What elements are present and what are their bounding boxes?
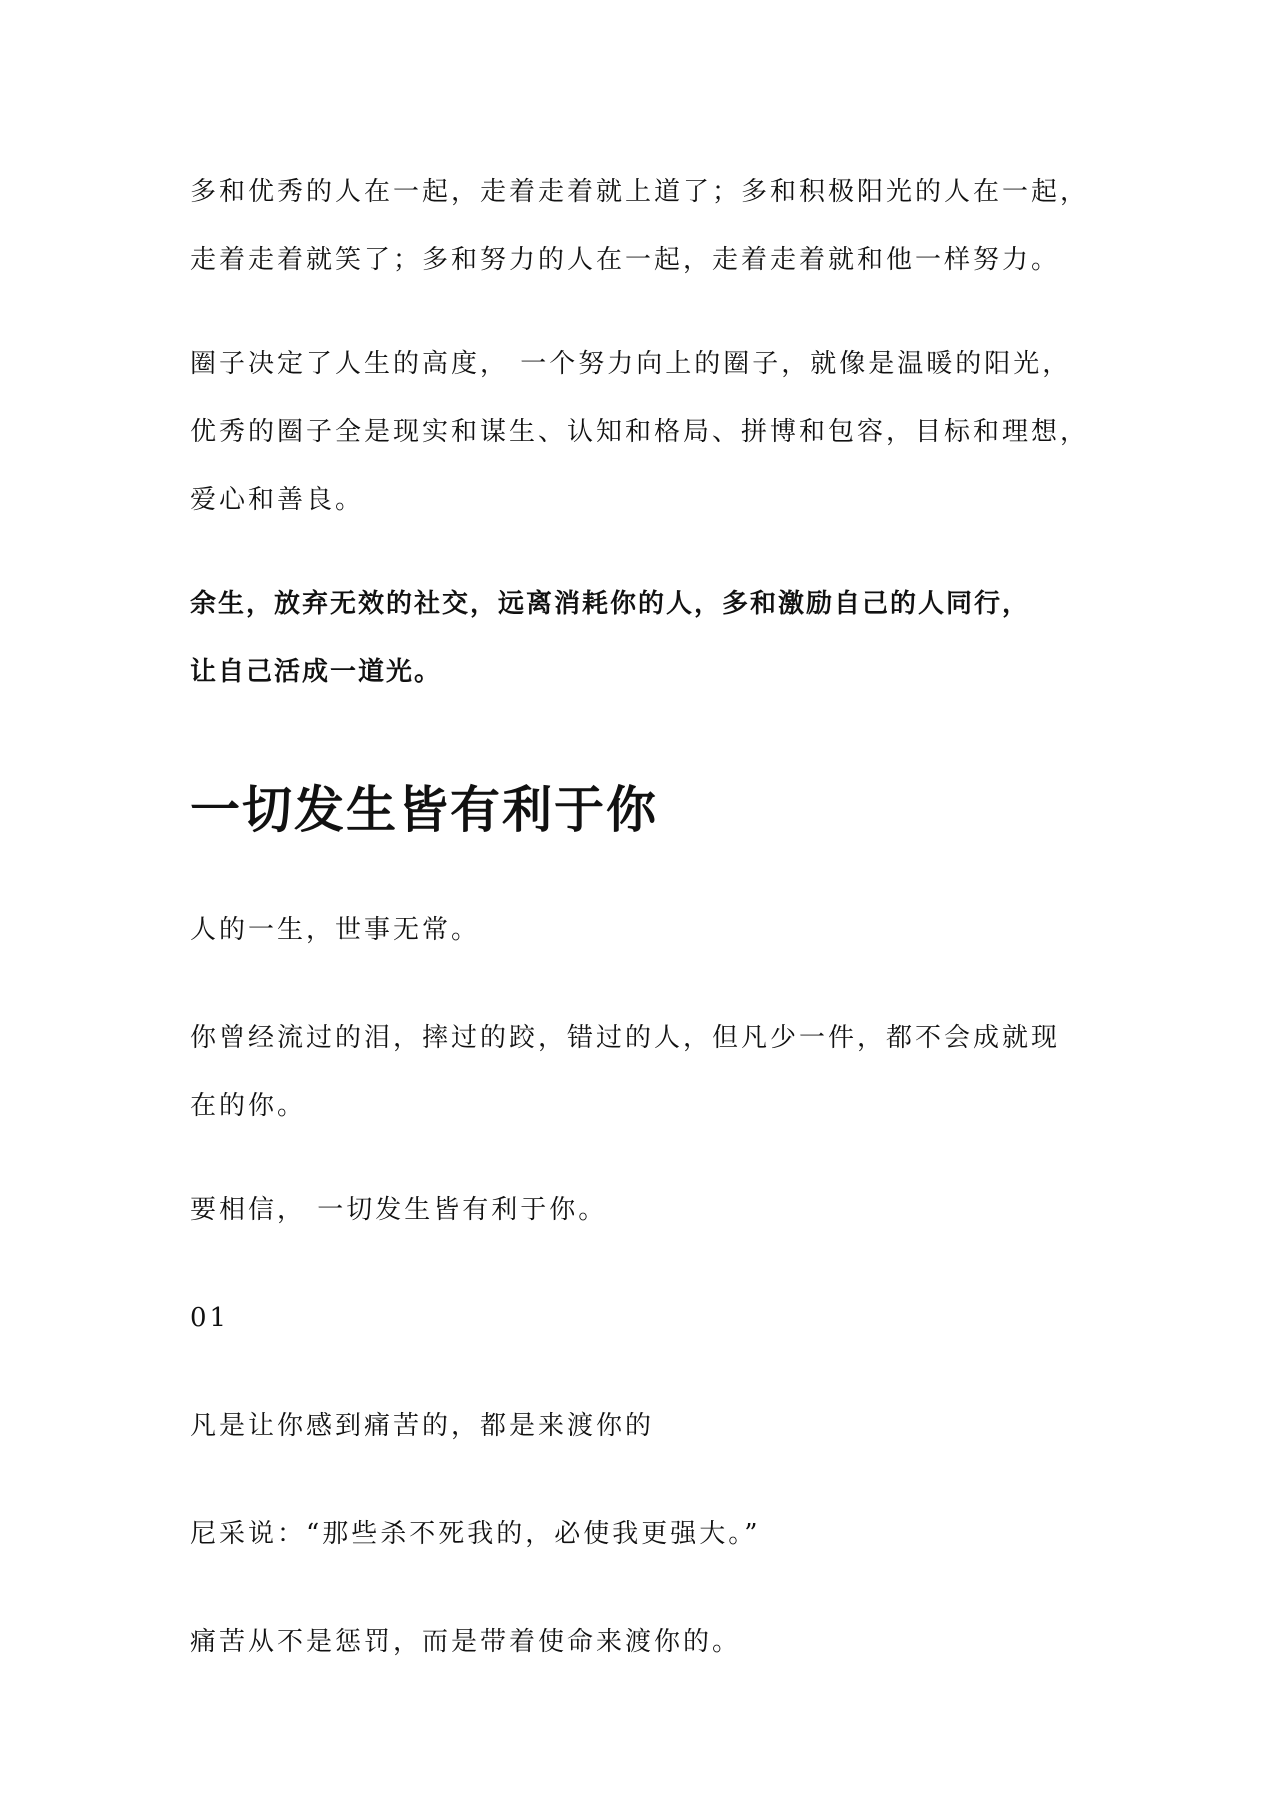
paragraph-nietzsche-quote xyxy=(190,1500,1090,1568)
text-line: 在的你。 xyxy=(190,1091,307,1121)
text-line: 你曾经流过的泪，摔过的跤，错过的人，但凡少一件，都不会成就现 xyxy=(190,1023,1061,1053)
text-line: 爱心和善良。 xyxy=(190,485,365,515)
section-number xyxy=(190,1284,1090,1352)
text-line: 要相信， 一切发生皆有利于你。 xyxy=(190,1195,608,1225)
paragraph-pain xyxy=(190,1392,1090,1460)
text-line: 人的一生，世事无常。 xyxy=(190,915,481,945)
paragraph-bold-quote xyxy=(190,570,1090,706)
text-line: 优秀的圈子全是现实和谋生、认知和格局、拼博和包容，目标和理想， xyxy=(190,417,1090,447)
text-line: 圈子决定了人生的高度， 一个努力向上的圈子，就像是温暖的阳光， xyxy=(190,349,1072,379)
paragraph-life xyxy=(190,896,1090,964)
text-line: 多和优秀的人在一起，走着走着就上道了；多和积极阳光的人在一起， xyxy=(190,177,1090,207)
paragraph-believe xyxy=(190,1176,1090,1244)
text-line: 走着走着就笑了；多和努力的人在一起，走着走着就和他一样努力。 xyxy=(190,245,1061,275)
text-line: 尼采说：“那些杀不死我的，必使我更强大。” xyxy=(190,1519,761,1549)
paragraph-circle xyxy=(190,330,1090,534)
text-line: 余生，放弃无效的社交，远离消耗你的人，多和激励自己的人同行， xyxy=(190,589,1031,619)
text-line: 01 xyxy=(190,1303,230,1333)
text-line: 让自己活成一道光。 xyxy=(190,657,443,687)
section-heading: 一切发生皆有利于你 xyxy=(190,781,658,839)
text-line: 痛苦从不是惩罚，而是带着使命来渡你的。 xyxy=(190,1627,742,1657)
paragraph-pain-mission xyxy=(190,1608,1090,1676)
paragraph-tears xyxy=(190,1004,1090,1140)
text-line: 凡是让你感到痛苦的，都是来渡你的 xyxy=(190,1411,655,1441)
paragraph-excellent-people xyxy=(190,158,1090,294)
